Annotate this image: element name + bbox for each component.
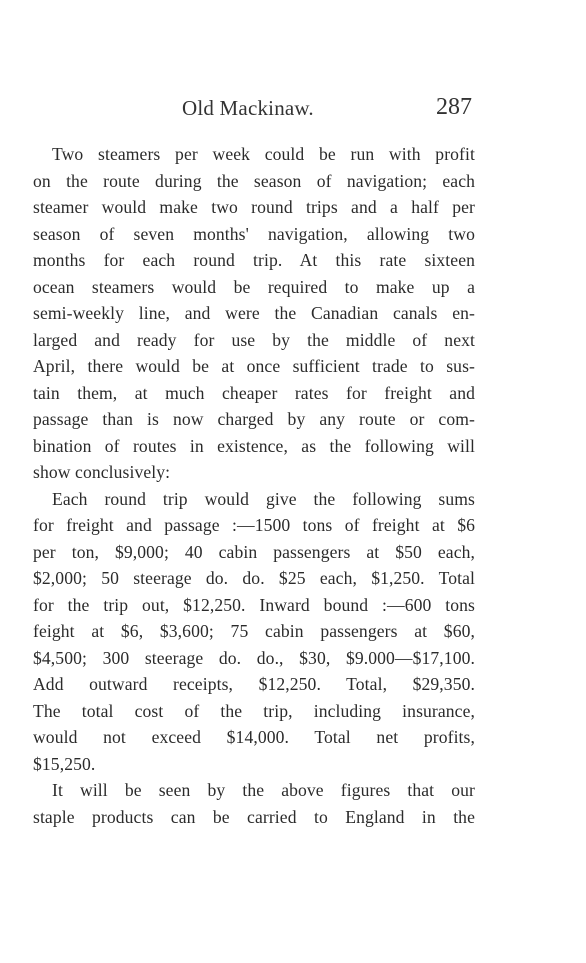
text-line: season of seven months' navigation, allowing two bbox=[33, 223, 475, 244]
body-text bbox=[33, 141, 475, 830]
text-line: for freight and passage :—1500 tons of freight at $6 bbox=[33, 515, 475, 535]
text-line: bination of routes in existence, as the following will bbox=[33, 435, 475, 456]
text-line: The total cost of the trip, including insurance, bbox=[33, 700, 475, 721]
text-line: ocean steamers would be required to make up a bbox=[33, 276, 475, 297]
text-line: $4,500; 300 steerage do. do., $30, $9.000—$17,100. bbox=[33, 647, 475, 668]
text-line: semi-weekly line, and were the Canadian canals en- bbox=[33, 303, 475, 323]
paragraph bbox=[33, 486, 475, 778]
text-line: April, there would be at once sufficient trade to sus- bbox=[33, 356, 475, 376]
text-line: would not exceed $14,000. Total net profits, bbox=[33, 727, 475, 747]
text-line: Add outward receipts, $12,250. Total, $29,350. bbox=[33, 674, 475, 694]
text-line: months for each round trip. At this rate sixteen bbox=[33, 250, 475, 270]
text-line: on the route during the season of navigation; each bbox=[33, 170, 475, 191]
text-line: for the trip out, $12,250. Inward bound :—600 tons bbox=[33, 594, 475, 615]
text-line: $2,000; 50 steerage do. do. $25 each, $1,250. Total bbox=[33, 568, 475, 588]
running-title: Old Mackinaw. bbox=[182, 96, 314, 120]
text-line: It will be seen by the above figures that our bbox=[52, 780, 475, 800]
text-line: staple products can be carried to England in the bbox=[33, 806, 475, 827]
text-line: Each round trip would give the following sums bbox=[52, 488, 475, 509]
text-line: $15,250. bbox=[33, 753, 96, 774]
paragraph bbox=[33, 777, 475, 830]
text-line: tain them, at much cheaper rates for freight and bbox=[33, 382, 475, 403]
text-line: steamer would make two round trips and a half per bbox=[33, 197, 475, 217]
text-line: larged and ready for use by the middle of next bbox=[33, 329, 475, 350]
text-line: feight at $6, $3,600; 75 cabin passengers at $60, bbox=[33, 621, 475, 641]
paragraph bbox=[33, 141, 475, 486]
text-line: per ton, $9,000; 40 cabin passengers at $50 each, bbox=[33, 541, 475, 562]
text-line: passage than is now charged by any route or com- bbox=[33, 409, 475, 429]
page-number: 287 bbox=[436, 94, 472, 120]
text-line: Two steamers per week could be run with profit bbox=[52, 144, 475, 164]
running-head bbox=[0, 96, 586, 126]
text-line: show conclusively: bbox=[33, 462, 171, 482]
